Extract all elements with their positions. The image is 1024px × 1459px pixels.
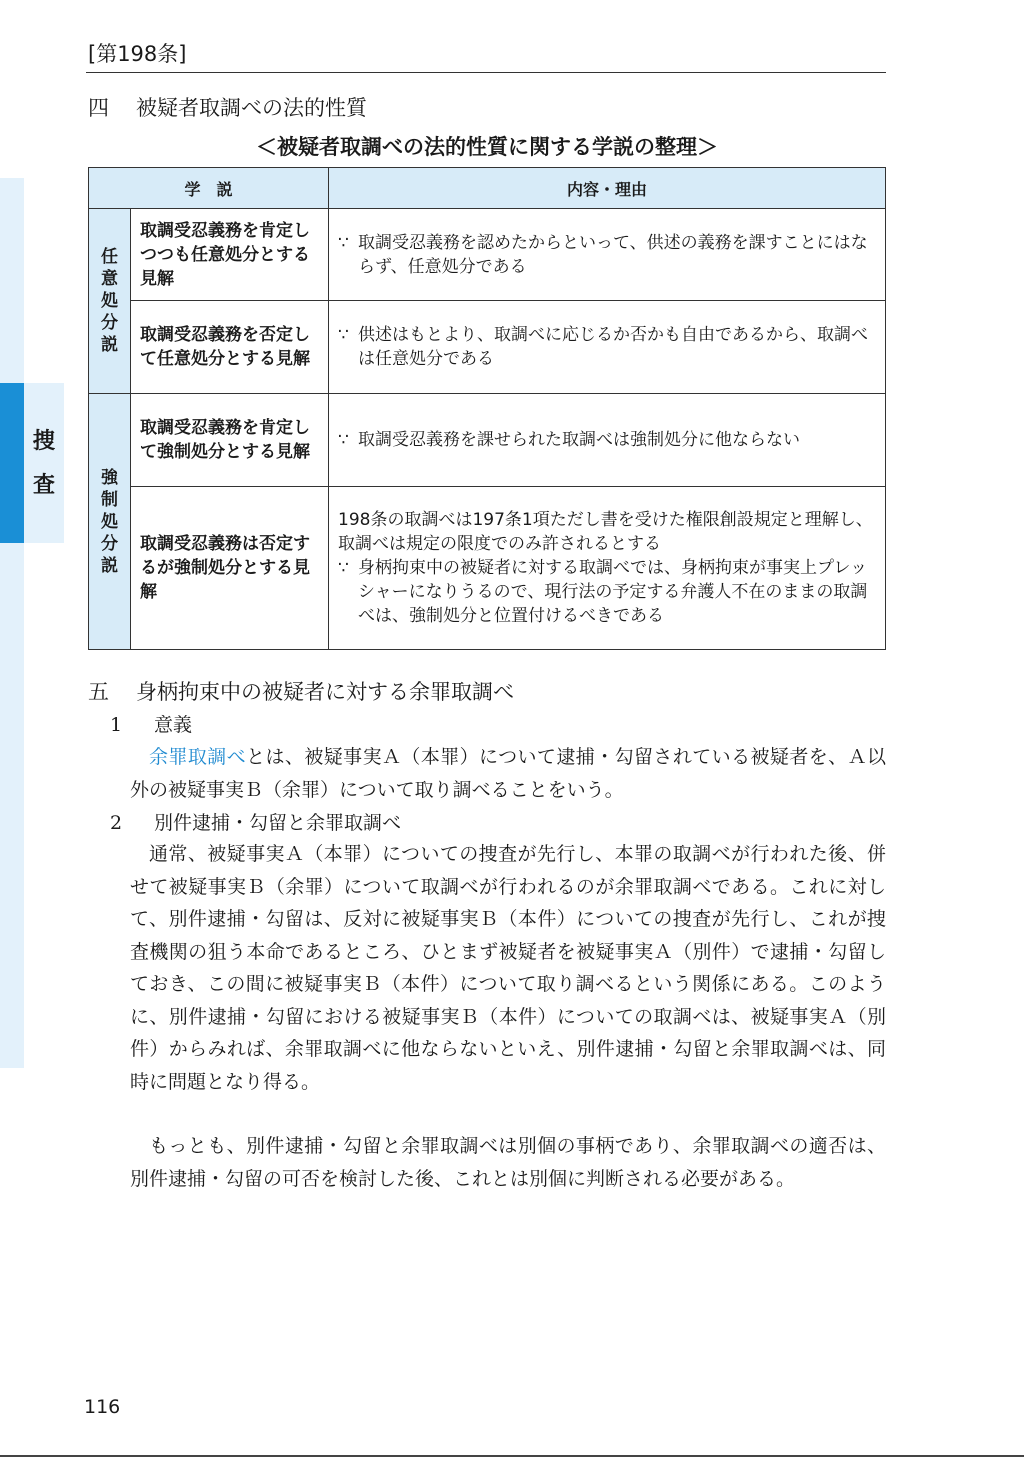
- subsection-2-heading: [110, 808, 401, 835]
- because-mark: ∵: [338, 325, 349, 345]
- because-mark: ∵: [338, 558, 349, 578]
- reason-text: 身柄拘束中の被疑者に対する取調べでは、身柄拘束が事実上プレッシャーになりうるので、現行法の予定する弁護人不在のままの取調べは、強制処分と位置付けるべきである: [358, 558, 868, 626]
- paragraph-definition: [130, 741, 886, 806]
- header-rule: [86, 72, 886, 73]
- section-4-number: 四: [88, 96, 109, 120]
- column-header-content: 内容・理由: [329, 168, 886, 209]
- side-color-band: [0, 178, 24, 1068]
- table-row: [89, 301, 886, 394]
- reason-lead-text: 198条の取調べは197条1項ただし書を受けた権限創設規定と理解し、取調べは規定の限度でのみ許されるとする: [338, 510, 873, 554]
- chapter-tab-label: 捜査: [32, 429, 55, 498]
- reason-cell: [329, 394, 886, 487]
- page-number: 116: [84, 1396, 121, 1418]
- defined-term: 余罪取調べ: [149, 746, 247, 768]
- definition-text: とは、被疑事実Ａ（本罪）について逮捕・勾留されている被疑者を、Ａ以外の被疑事実Ｂ（余罪）について取り調べることをいう。: [130, 746, 886, 801]
- because-mark: ∵: [338, 232, 349, 253]
- reason-cell: [329, 209, 886, 301]
- theory-table: [88, 167, 886, 650]
- subsection-1-heading: [110, 710, 192, 737]
- section-5-heading: [88, 676, 514, 706]
- subsection-2-title: 別件逮捕・勾留と余罪取調べ: [154, 812, 402, 834]
- view-cell: 取調受忍義務を肯定して強制処分とする見解: [131, 394, 329, 487]
- paragraph-relation: 通常、被疑事実Ａ（本罪）についての捜査が先行し、本罪の取調べが行われた後、併せて被疑事実Ｂ（余罪）について取調べが行われるのが余罪取調べである。これに対して、別件逮捕・勾留は、反対に被疑事実Ｂ（本件）についての捜査が先行し、これが捜査機関の狙う本命であるところ、ひとまず被疑者を被疑事実Ａ（別件）で逮捕・勾留しておき、この間に被疑事実Ｂ（本件）について取り調べるという関係にある。このように、別件逮捕・勾留における被疑事実Ｂ（本件）についての取調べは、被疑事実Ａ（別件）からみれば、余罪取調べに他ならないといえ、別件逮捕・勾留と余罪取調べは、同時に問題となり得る。: [130, 843, 886, 1093]
- reason-text: 供述はもとより、取調べに応じるか否かも自由であるから、取調べは任意処分である: [358, 325, 869, 369]
- group-label-compulsory: 強制処分説: [89, 394, 131, 650]
- reason-cell: [329, 487, 886, 650]
- subsection-1-title: 意義: [154, 714, 193, 736]
- chapter-tab-strip: [0, 383, 24, 543]
- section-4-title: 被疑者取調べの法的性質: [136, 96, 367, 120]
- subsection-1-number: 1: [110, 714, 123, 736]
- table-header-row: [89, 168, 886, 209]
- view-cell: 取調受忍義務を否定して任意処分とする見解: [131, 301, 329, 394]
- bottom-rule: [0, 1455, 1024, 1457]
- table-row: [89, 209, 886, 301]
- table-row: [89, 487, 886, 650]
- article-reference: [第198条]: [88, 42, 187, 66]
- section-5-number: 五: [88, 680, 109, 704]
- table-title: ＜被疑者取調べの法的性質に関する学説の整理＞: [256, 135, 718, 159]
- reason-text: 取調受忍義務を課せられた取調べは強制処分に他ならない: [358, 430, 801, 450]
- reason-cell: [329, 301, 886, 394]
- paragraph-conclusion: もっとも、別件逮捕・勾留と余罪取調べは別個の事柄であり、余罪取調べの適否は、別件逮捕・勾留の可否を検討した後、これとは別個に判断される必要がある。: [130, 1135, 886, 1190]
- reason-text: 取調受忍義務を認めたからといって、供述の義務を課すことにはならず、任意処分である: [358, 232, 868, 277]
- subsection-2-number: 2: [110, 812, 123, 834]
- view-cell: 取調受忍義務を肯定しつつも任意処分とする見解: [131, 209, 329, 301]
- table-row: [89, 394, 886, 487]
- section-5-title: 身柄拘束中の被疑者に対する余罪取調べ: [136, 680, 514, 704]
- section-4-heading: [88, 92, 367, 122]
- view-cell: 取調受忍義務は否定するが強制処分とする見解: [131, 487, 329, 650]
- column-header-theory: 学 説: [89, 168, 329, 209]
- because-mark: ∵: [338, 430, 349, 450]
- group-label-voluntary: 任意処分説: [89, 209, 131, 394]
